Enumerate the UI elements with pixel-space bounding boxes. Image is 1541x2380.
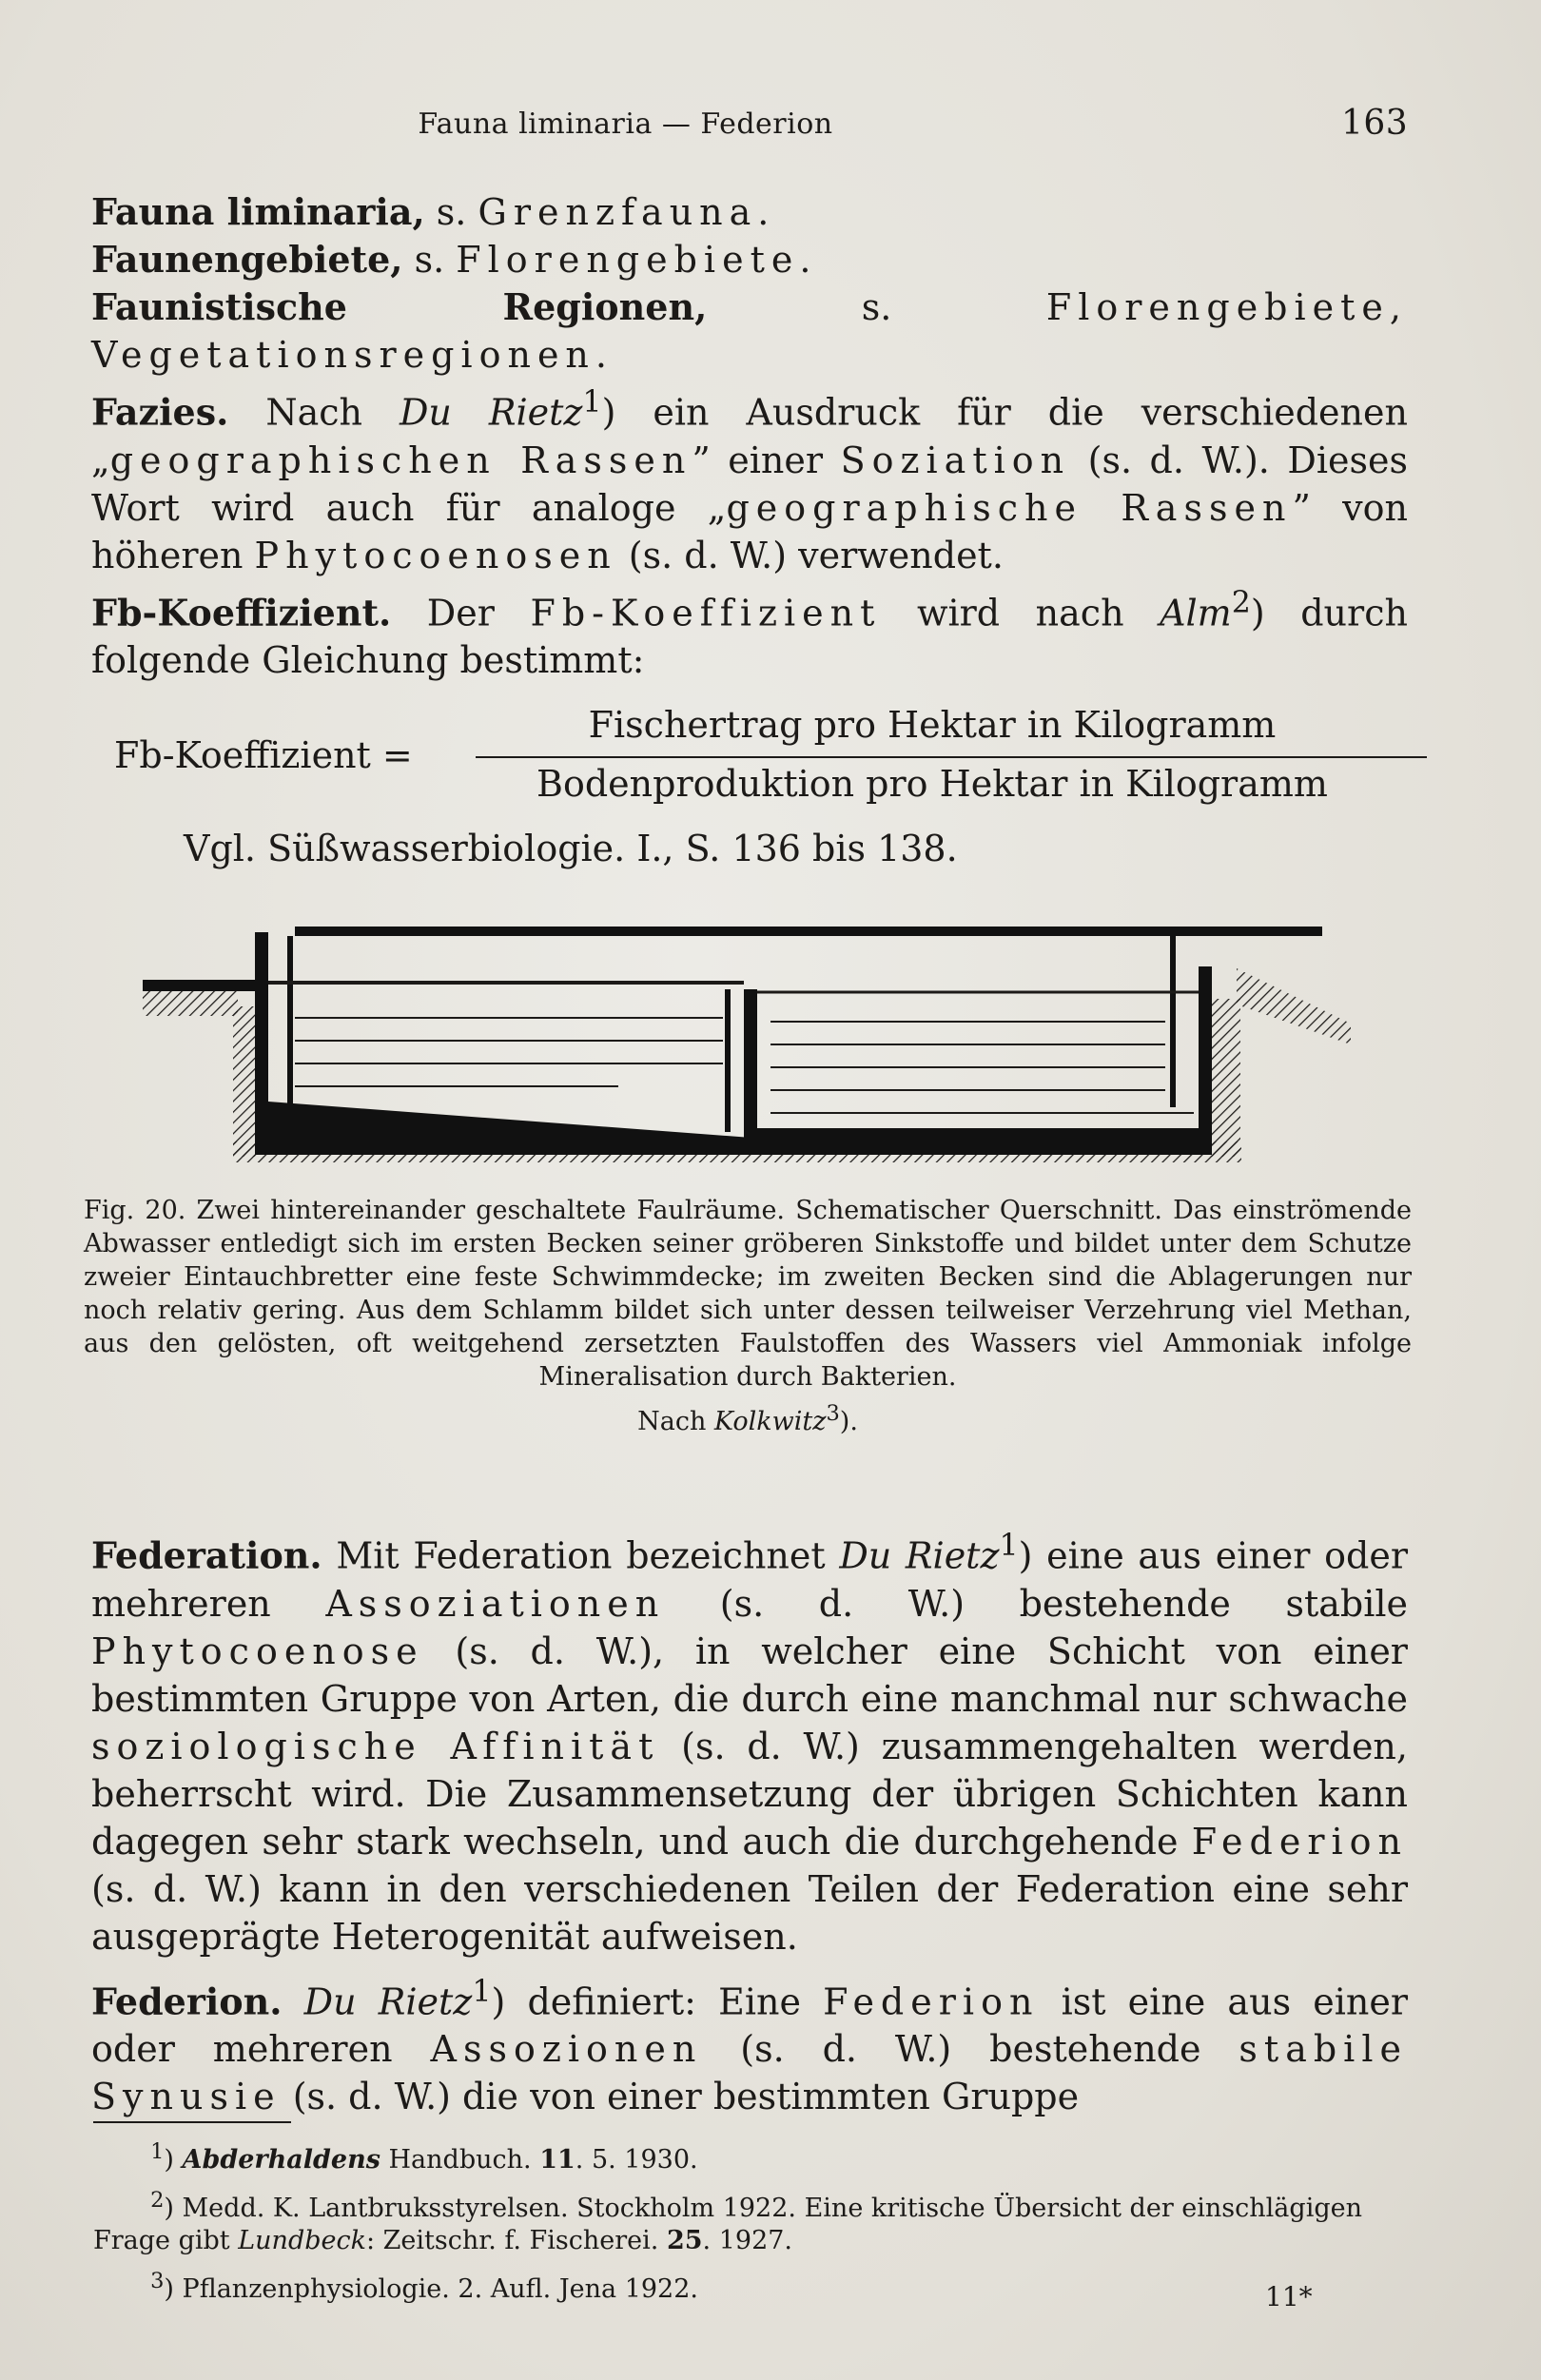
baffle-inlet [287,936,293,1136]
footnote-3: $^3$) Pflanzenphysiologie. 2. Aufl. Jena 1922. [150,2269,698,2304]
dividing-wall [744,989,757,1141]
entry-faunistische-regionen: Faunistische Regionen, s. Florengebiete, Vegetationsregionen. [91,285,1408,376]
baffle-middle [725,989,731,1132]
running-title: Fauna liminaria — Federion [418,107,833,141]
entry-federion: Federion. Du Rietz$^1$) definiert: Eine Federion ist eine aus einer oder mehreren Assozionen (s. d. W.) bestehende stabile Synusie (s. d. W.) die von einer bestimmten Gruppe [91,1974,1408,2118]
formula-denominator: Bodenproduktion pro Hektar in Kilogramm [536,763,1328,805]
formula-lhs: Fb-Koeffizient = [114,734,413,776]
page-number: 163 [1341,104,1409,143]
inlet-riser [255,932,268,980]
embankment-right [1237,968,1351,1044]
footnotes [93,2136,1415,2313]
entry-fauna-liminaria: Fauna liminaria, s. Grenzfauna. [91,190,776,233]
entry-faunengebiete: Faunengebiete, s. Florengebiete. [91,238,818,281]
baffle-outlet [1170,936,1176,1107]
figure-caption [84,1194,1412,1438]
inlet-pipe [143,980,257,991]
tank-wall-left [255,978,268,1154]
sludge-second-basin [757,1128,1199,1138]
sludge-first-basin [268,1102,751,1138]
footnote-rule [93,2121,291,2123]
signature-mark: 11* [1265,2281,1313,2312]
cover-beam [295,927,1322,936]
fb-formula [114,704,1427,809]
entry-fb-koeffizient: Fb-Koeffizient. Der Fb-Koeffizient wird nach Alm$^2$) durch folgende Gleichung bestimmt: [91,585,1408,682]
running-header [0,100,1541,157]
entries-block-1 [91,188,1408,684]
entries-block-2 [91,1522,1408,2120]
tank-floor [255,1138,1212,1155]
footnote-2: $^2$) Medd. K. Lantbruksstyrelsen. Stockholm 1922. Eine kritische Übersicht der einschlägigen Frage gibt Lundbeck: Zeitschr. f. Fischerei. 25. 1927. [93,2188,1362,2255]
caption-source: Nach Kolkwitz$^3$). [637,1401,858,1436]
soil-wall-right [1210,999,1240,1157]
vgl-reference: Vgl. Süßwasserbiologie. I., S. 136 bis 138. [184,828,958,869]
entry-federation: Federation. Mit Federation bezeichnet Du Rietz$^1$) eine aus einer oder mehreren Assoziationen (s. d. W.) bestehende stabile Phytocoenose (s. d. W.), in welcher eine Schicht von einer bestimmten Gruppe von Arten, die durch eine manchmal nur schwache soziologische Affinität (s. d. W.) zusammengehalten werden, beherrscht wird. Die Zusammensetzung der übrigen Schichten kann dagegen sehr stark wechseln, und auch die durchgehende Federion (s. d. W.) kann in den verschiedenen Teilen der Federation eine sehr ausgeprägte Heterogenität aufweisen. [91,1529,1408,1958]
fraction-bar [476,756,1427,758]
entry-fazies: Fazies. Nach Du Rietz$^1$) ein Ausdruck für die verschiedenen „geographischen Rassen” einer Soziation (s. d. W.). Dieses Wort wird auch für analoge „geographische Rassen” von höheren Phytocoenosen (s. d. W.) verwendet. [91,385,1409,576]
septic-tank-diagram [143,911,1351,1168]
formula-numerator: Fischertrag pro Hektar in Kilogramm [588,704,1277,746]
caption-text: Fig. 20. Zwei hintereinander geschaltete Faulräume. Schematischer Querschnitt. Das einströmende Abwasser entledigt sich im ersten Becken seiner gröberen Sinkstoffe und bildet unter dem Schutze zweier Eintauchbretter eine feste Schwimmdecke; im zweiten Becken sind die Ablagerungen nur noch relativ gering. Aus dem Schlamm bildet sich unter dessen teilweiser Verzehrung viel Methan, aus den gelösten, oft weitgehend zersetzten Faulstoffen des Wassers viel Ammoniak infolge Mineralisation durch Bakterien. [84,1196,1412,1392]
footnote-1: $^1$) Abderhaldens Handbuch. 11. 5. 1930. [150,2139,698,2175]
ground-left [143,989,238,1016]
tank-wall-right [1199,966,1212,1154]
